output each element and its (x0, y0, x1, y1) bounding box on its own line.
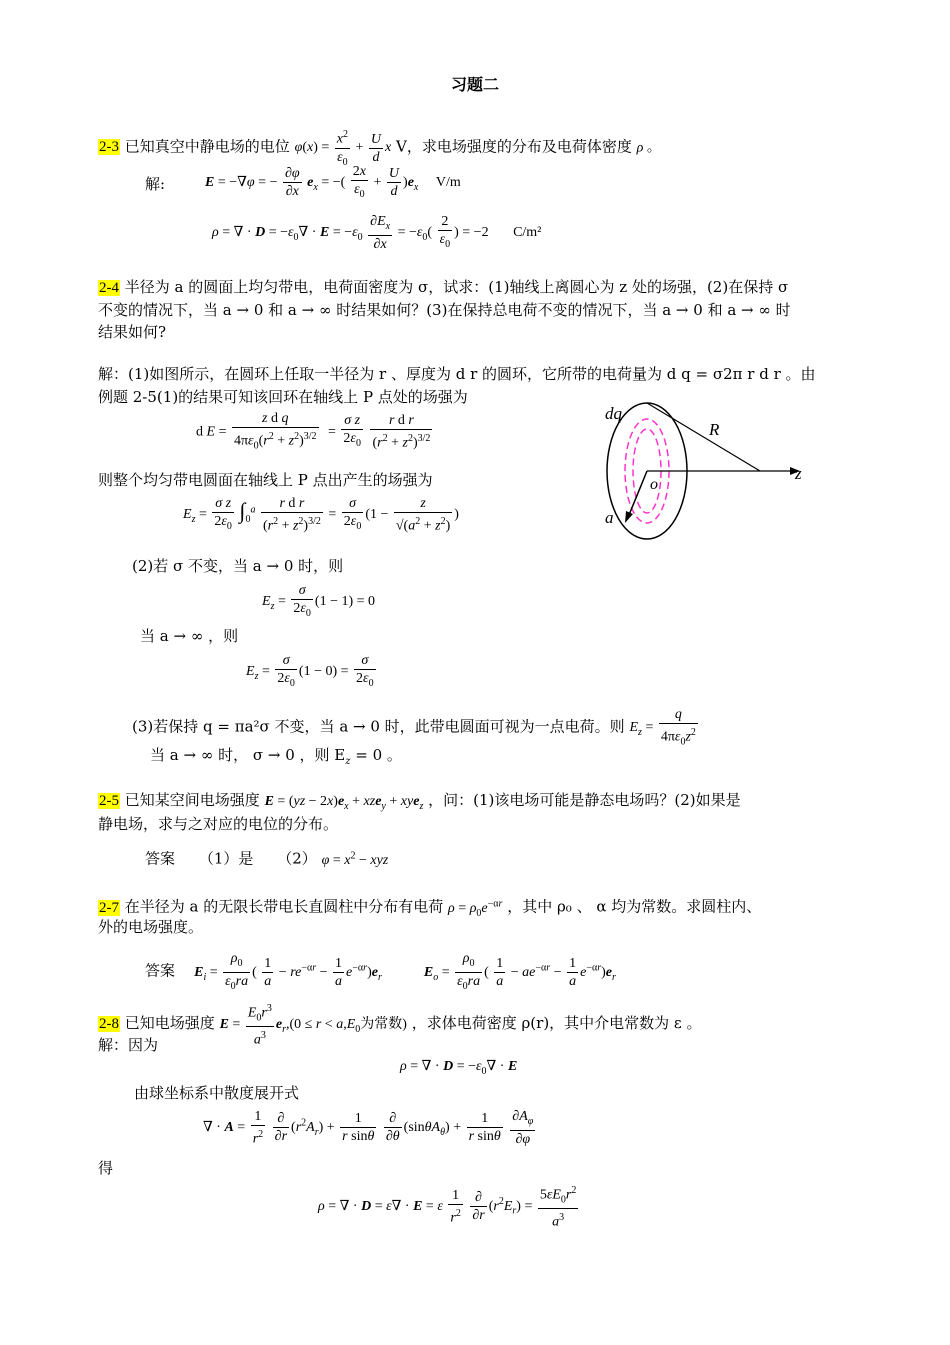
solution-label: 解: (145, 175, 166, 193)
solution-2-4-part2b: 当 a → ∞ ，则 (140, 627, 239, 645)
solution-2-4-line1: 解：(1)如图所示，在圆环上任取一半径为 r 、厚度为 d r 的圆环，它所带的电荷量为 d q = σ2π r d r 。由 (98, 365, 816, 383)
solution-2-4-part3b: 当 a → ∞ 时， σ → 0 ，则 $E_z = 0$ 。 (150, 746, 402, 767)
problem-2-5-line2: 静电场，求与之对应的电位的分布。 (98, 815, 339, 833)
equation-divergence: ∇ · A = $\frac{1}{r^2}$ $\frac{\partial}{\partial r}$ $(r^2A_r)$ + $\frac{1}{\text{r sinθ}}$ $\frac{\partial}{\partial\theta}$ (sinθA$_\theta$) + $\frac{1}{\text{r sinθ}}$ $\frac{\partial A_\varphi}{\partial\varphi}$ (203, 1109, 534, 1147)
problem-2-8-statement: 2-8 已知电场强度 E = $\frac{E_0r^3}{a^3}$ $e_r,(0 \le r < a,E_0$为常数) ，求体电荷密度 ρ(r)，其中介电常数为 ε 。 (98, 1000, 701, 1049)
question-text-end: ，问：(1)该电场可能是静态电场吗？(2)如果是 (428, 791, 741, 809)
unit-E: V/m (435, 175, 461, 191)
question-text: 已知真空中静电场的电位 (124, 137, 290, 156)
de-text: 得 (98, 1159, 114, 1177)
answer-label: 答案 (145, 961, 176, 980)
problem-2-4-line1 (98, 277, 788, 299)
problem-2-3-statement: 2-3 已知真空中静电场的电位 φ(x) = $\frac{x^2}{\varepsilon_0}$ + $\frac{U}{d}$ x V，求电场强度的分布及电荷体密度 ρ 。 (98, 126, 661, 170)
problem-number: 2-7 (99, 899, 119, 916)
solution-2-4-line2: 例题 2-5(1)的结果可知该回环在轴线上 P 点处的场强为 (98, 388, 468, 406)
problem-2-4-line2: 不变的情况下，当 a → 0 和 a → ∞ 时结果如何？(3)在保持总电荷不变的情况下，当 a → 0 和 a → ∞ 时 (98, 301, 791, 319)
label-o: o (650, 476, 658, 493)
part3b-text: 当 a → ∞ 时， σ → 0 ，则 E (150, 746, 346, 764)
equation-Ez-a0: $E_z$ = $\frac{\sigma}{2\varepsilon_0}$ (1 − 1) = 0 (262, 583, 376, 619)
question-text-end: ，求体电荷密度 ρ(r)，其中介电常数为 ε 。 (411, 1013, 702, 1032)
question-text: 在半径为 a 的无限长带电长直圆柱中分布有电荷 (124, 897, 444, 916)
solution-2-4-line3: 则整个均匀带电圆面在轴线上 P 点出产生的场强为 (98, 471, 433, 489)
question-text: 已知电场强度 (124, 1013, 215, 1032)
answer-2-7: 答案 $E_i$ = $\frac{\rho_0}{\varepsilon_0ra}$ ( $\frac{1}{a}$ − $re^{-\alpha r}$ − $\frac{1}{a}$ $e^{-\alpha r})e_r$ $E_o$ = $\frac{\rho_0}{\varepsilon_0ra}$ ( $\frac{1}{a}$ − $ae^{-\alpha r}$ − $\frac{1}{a}$ $e^{-\alpha r})e_r$ (145, 951, 616, 992)
page-title: 习题二 (450, 75, 499, 94)
problem-number: 2-4 (99, 280, 119, 296)
equation-rho-2-8: ρ = ∇ · $D = -\varepsilon_0\nabla \cdot E$ (400, 1059, 518, 1077)
solution-label: 解：因为 (98, 1036, 159, 1054)
equation-Ez: $E_z$ = $\frac{\text{σ z}}{2\varepsilon_0}$ $\int_0^a$ $\frac{\text{r d r}}{(r^2 + z^2)^{3/2}}$ = $\frac{\sigma}{2\varepsilon_0}$ (1 − $\frac{z}{√(a^2 + z^2)}$ ) (183, 496, 459, 534)
problem-number: 2-3 (99, 139, 119, 156)
solution-2-4-part3: (3)若保持 q = πa²σ 不变，当 a → 0 时，此带电圆面可视为一点电荷。则 $E_z$ = $\frac{q}{4\pi\varepsilon_0z^2}$ (132, 707, 696, 748)
answer-label: 答案 (145, 849, 176, 868)
equation-rho-2-3: ρ = ∇ · $D = -\varepsilon_0\nabla \cdot E = -\varepsilon_0$ $\frac{\partial E_x}{\partial x}$ = $-\varepsilon_0$( $\frac{2}{\varepsilon_0}$ ) = −2 C/m² (212, 214, 542, 252)
question-text: 已知某空间电场强度 (124, 791, 260, 809)
problem-2-5-line1: 2-5 已知某空间电场强度 $E = (yz - 2x)e_x + xze_y + xye_z$ ，问：(1)该电场可能是静态电场吗？(2)如果是 (99, 791, 741, 812)
equation-E-2-3: E = −∇φ = − $\frac{\partial\varphi}{\partial x}$ $e_x$ = −( $\frac{2x}{\varepsilon_0}$ + $\frac{U}{d}$ )$e_x$ V/m (205, 164, 461, 200)
divergence-text: 由球坐标系中散度展开式 (134, 1084, 300, 1102)
solution-2-4-part2: (2)若 σ 不变，当 a → 0 时，则 (132, 557, 344, 575)
question-text-end: ，其中 ρ₀ 、 α 均为常数。求圆柱内、 (507, 897, 762, 916)
problem-2-4-line3: 结果如何? (98, 323, 167, 341)
equation-Ez-ainf: $E_z$ = $\frac{\sigma}{2\varepsilon_0}$ (1 − 0) = $\frac{\sigma}{2\varepsilon_0}$ (246, 653, 374, 689)
answer-2-5: 答案 （1）是 （2） $\varphi = x^2$ − xyz (145, 849, 389, 868)
equation-final-2-8: ρ = ∇ · D = ε∇ · E = ε $\frac{1}{r^2}$ $\frac{\partial}{\partial r}$ $(r^2E_r)$ = $\frac{5\varepsilon E_0r^2}{a^3}$ (318, 1182, 580, 1231)
charged-disk-figure (595, 395, 815, 555)
label-z: z (795, 464, 802, 483)
problem-number: 2-8 (99, 1015, 119, 1032)
problem-2-7-line1: 2-7 在半径为 a 的无限长带电长直圆柱中分布有电荷 $\rho = \rho_0e^{-\alpha r}$ ，其中 ρ₀ 、 α 均为常数。求圆柱内、 (99, 897, 762, 919)
part3-text: (3)若保持 q = πa²σ 不变，当 a → 0 时，此带电圆面可视为一点电荷。则 (132, 717, 625, 736)
label-R: R (709, 420, 720, 439)
label-a: a (605, 508, 614, 527)
unit-rho: C/m² (513, 225, 542, 241)
problem-number: 2-5 (99, 793, 119, 809)
question-text: 半径为 a 的圆面上均匀带电，电荷面密度为 σ，试求：(1)轴线上离圆心为 z 处的场强，(2)在保持 σ (124, 278, 789, 296)
equation-dE: d E = $\frac{\text{z d q}}{4\pi\varepsilon_0(r^2 + z^2)^{3/2}}$ = $\frac{\text{σ z}}{2\varepsilon_0}$ $\frac{\text{r d r}}{(r^2 + z^2)^{3/2}}$ (196, 411, 431, 452)
label-dq: dq (605, 404, 622, 423)
problem-2-7-line2: 外的电场强度。 (98, 918, 204, 936)
question-text-end: V，求电场强度的分布及电荷体密度 (396, 137, 632, 156)
